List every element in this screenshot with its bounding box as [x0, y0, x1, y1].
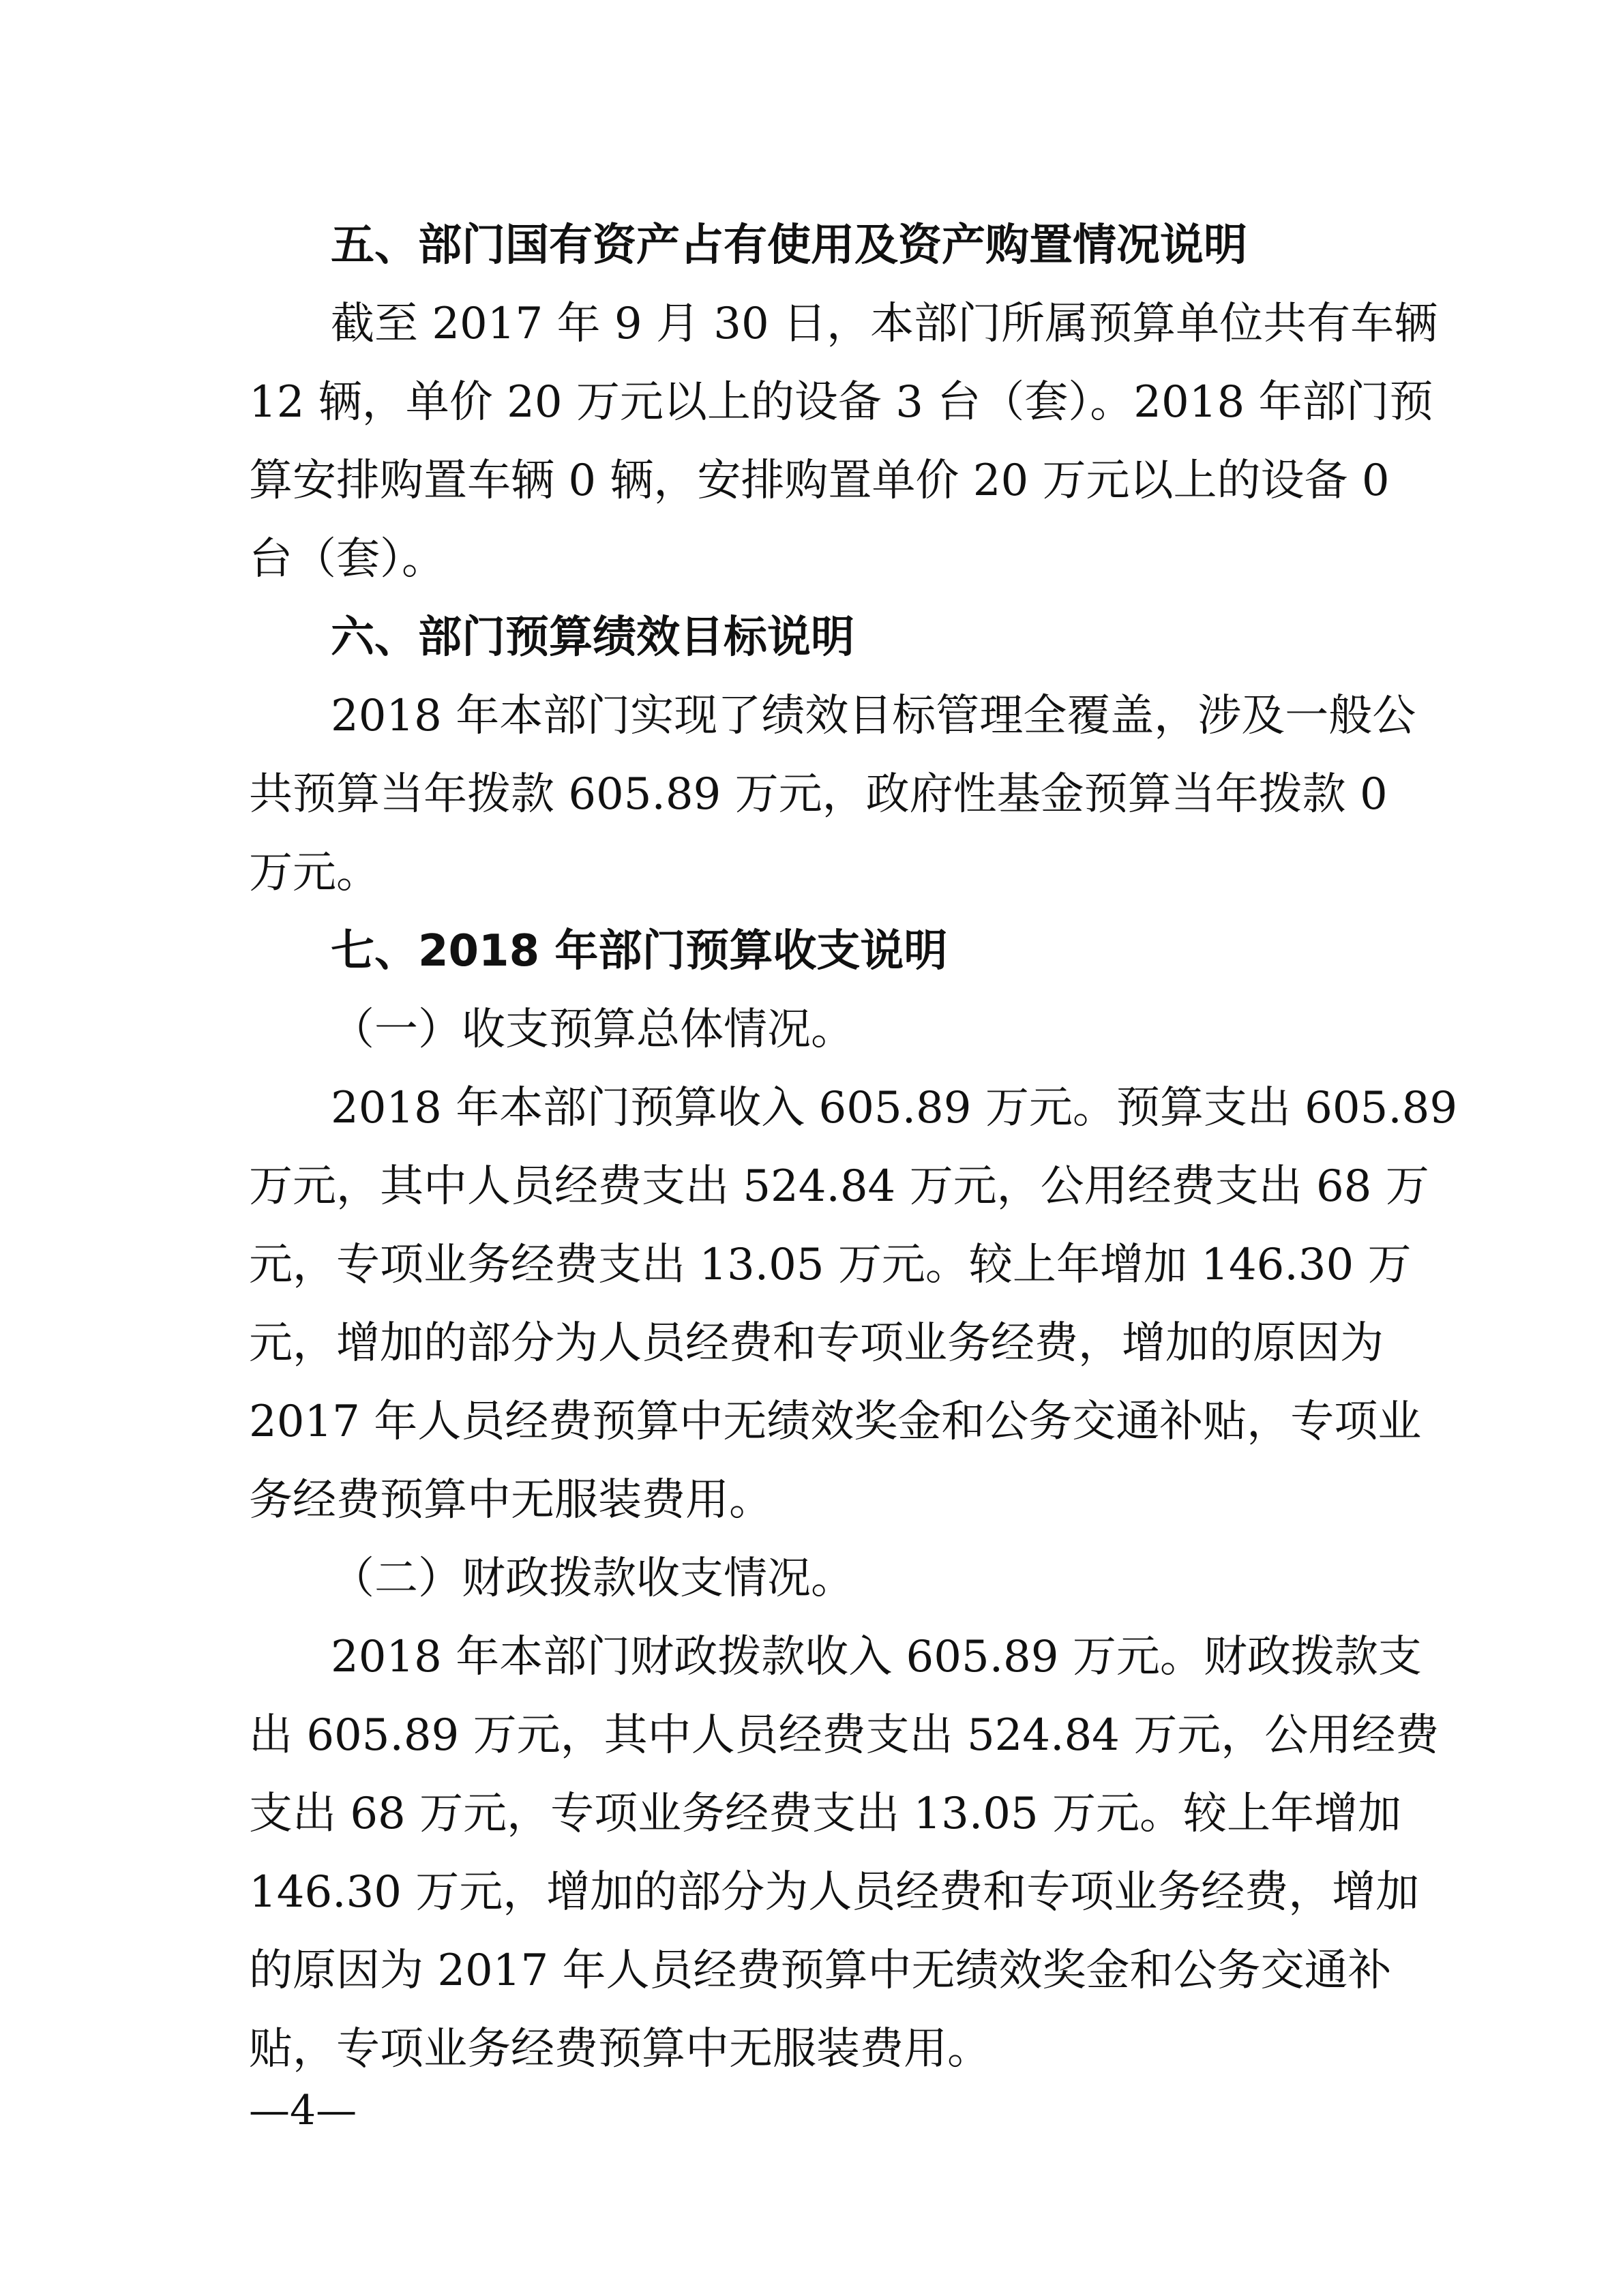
paragraph-line: 出 605.89 万元，其中人员经费支出 524.84 万元，公用经费	[249, 1710, 1440, 1761]
paragraph-line: 2018 年本部门预算收入 605.89 万元。预算支出 605.89	[331, 1083, 1458, 1133]
paragraph-line: 元，专项业务经费支出 13.05 万元。较上年增加 146.30 万	[249, 1240, 1412, 1290]
paragraph-line: 万元，其中人员经费支出 524.84 万元，公用经费支出 68 万	[249, 1161, 1429, 1212]
section-heading-performance: 六、部门预算绩效目标说明	[331, 612, 854, 663]
paragraph-line: 台（套）。	[249, 534, 445, 584]
paragraph-line: 的原因为 2017 年人员经费预算中无绩效奖金和公务交通补	[249, 1945, 1392, 1996]
paragraph-line: 务经费预算中无服装费用。	[249, 1475, 773, 1525]
section-heading-budget: 七、2018 年部门预算收支说明	[331, 926, 948, 976]
paragraph-line: 2017 年人员经费预算中无绩效奖金和公务交通补贴，专项业	[249, 1397, 1422, 1447]
section-heading-assets: 五、部门国有资产占有使用及资产购置情况说明	[331, 220, 1247, 271]
subsection-heading-fiscal: （二）财政拨款收支情况。	[331, 1553, 854, 1604]
paragraph-line: 共预算当年拨款 605.89 万元，政府性基金预算当年拨款 0	[249, 769, 1388, 820]
paragraph-line: 146.30 万元，增加的部分为人员经费和专项业务经费，增加	[249, 1867, 1420, 1918]
paragraph-line: 算安排购置车辆 0 辆，安排购置单价 20 万元以上的设备 0	[249, 456, 1390, 506]
paragraph-line: 2018 年本部门实现了绩效目标管理全覆盖，涉及一般公	[331, 691, 1416, 741]
page-number: —4—	[249, 2087, 357, 2134]
paragraph-line: 12 辆，单价 20 万元以上的设备 3 台（套）。2018 年部门预	[249, 377, 1433, 428]
paragraph-line: 2018 年本部门财政拨款收入 605.89 万元。财政拨款支	[331, 1632, 1422, 1682]
paragraph-line: 贴，专项业务经费预算中无服装费用。	[249, 2024, 991, 2074]
paragraph-line: 元，增加的部分为人员经费和专项业务经费，增加的原因为	[249, 1318, 1384, 1369]
paragraph-line: 万元。	[249, 848, 380, 898]
subsection-heading-overall: （一）收支预算总体情况。	[331, 1004, 854, 1055]
paragraph-line: 支出 68 万元，专项业务经费支出 13.05 万元。较上年增加	[249, 1789, 1402, 1839]
paragraph-line: 截至 2017 年 9 月 30 日，本部门所属预算单位共有车辆	[331, 299, 1438, 349]
